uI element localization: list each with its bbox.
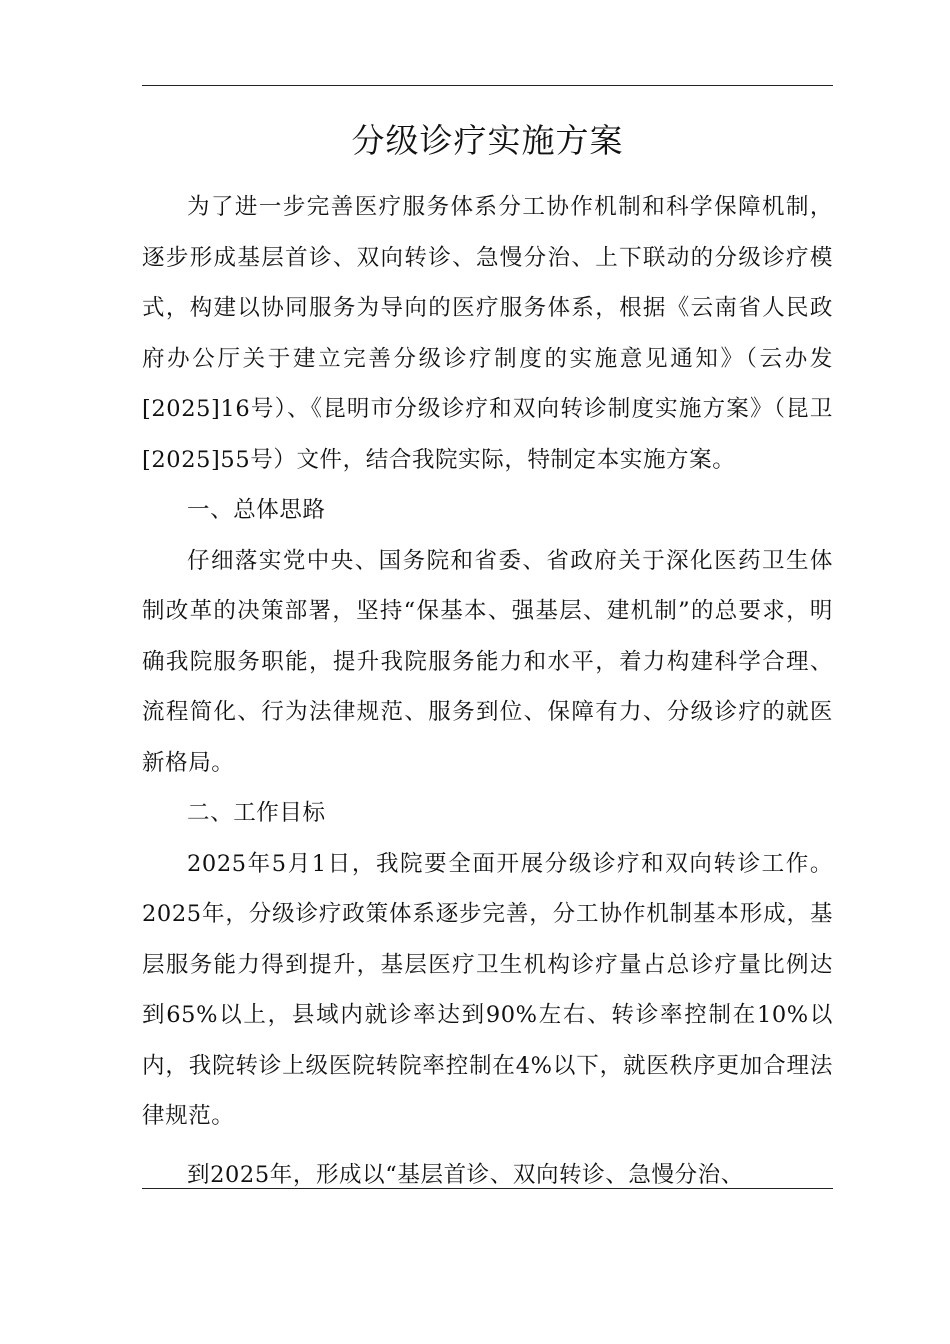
section-heading-work-goals: 二、工作目标 [187,800,326,826]
work-goals-paragraph: 2025年5月1日，我院要全面开展分级诊疗和双向转诊工作。2025年，分级诊疗政策体系逐步完善，分工协作机制基本形成，基层服务能力得到提升，基层医疗卫生机构诊疗量占总诊疗量比例达到65%以上，县域内就诊率达到90%左右、转诊率控制在10%以内，我院转诊上级医院转院率控制在4%以下，就医秩序更加合理法律规范。 [142,850,833,1129]
document-title: 分级诊疗实施方案 [351,121,624,160]
continued-paragraph: 到2025年，形成以“基层首诊、双向转诊、急慢分治、 [187,1161,744,1188]
header-rule [142,85,833,86]
document-body [142,182,833,1200]
section-heading-overall-approach: 一、总体思路 [187,497,326,523]
footer-rule [142,1188,833,1189]
overall-approach-paragraph: 仔细落实党中央、国务院和省委、省政府关于深化医药卫生体制改革的决策部署，坚持“保基本、强基层、建机制”的总要求，明确我院服务职能，提升我院服务能力和水平，着力构建科学合理、流程简化、行为法律规范、服务到位、保障有力、分级诊疗的就医新格局。 [142,547,833,776]
intro-paragraph: 为了进一步完善医疗服务体系分工协作机制和科学保障机制，逐步形成基层首诊、双向转诊、急慢分治、上下联动的分级诊疗模式，构建以协同服务为导向的医疗服务体系，根据《云南省人民政府办公厅关于建立完善分级诊疗制度的实施意见通知》（云办发[2025]16号）、《昆明市分级诊疗和双向转诊制度实施方案》（昆卫[2025]55号）文件，结合我院实际，特制定本实施方案。 [142,194,833,473]
